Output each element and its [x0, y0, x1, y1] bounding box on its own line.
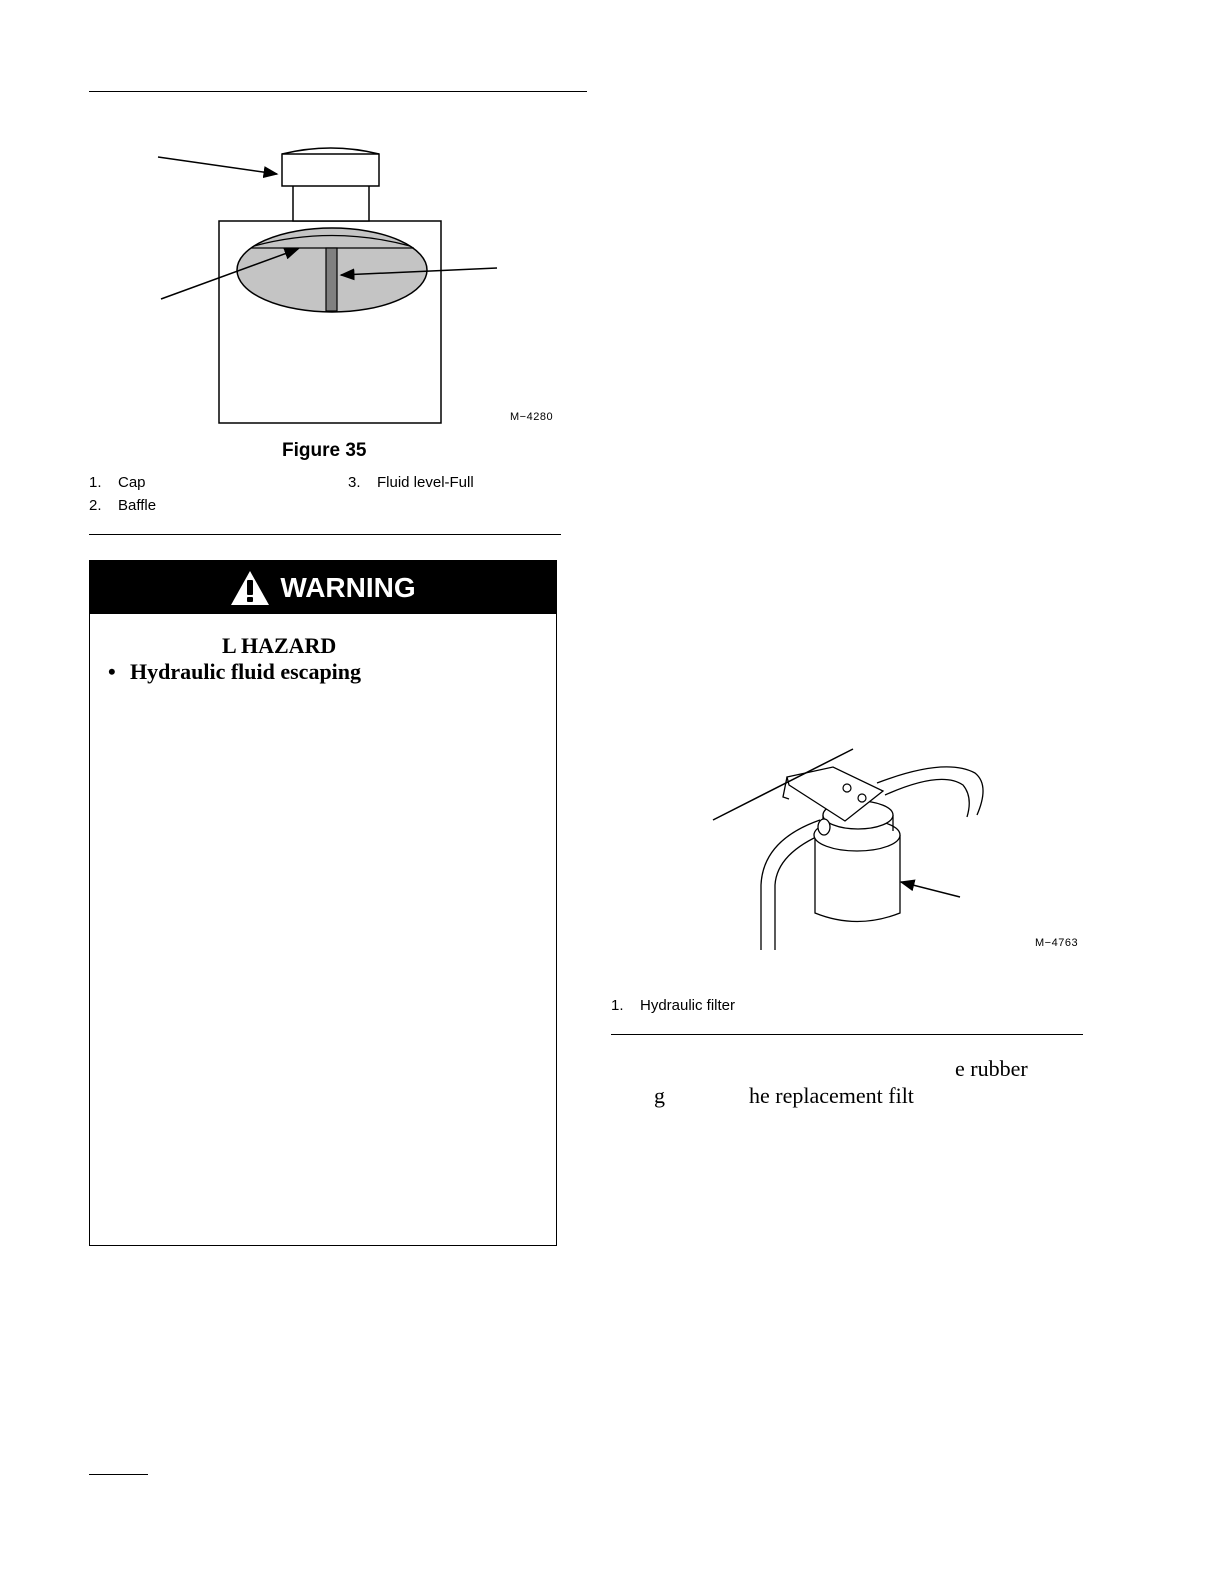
- top-rule: [89, 91, 587, 92]
- body-text-line-1: e rubber: [955, 1056, 1028, 1081]
- warning-triangle-icon: [230, 570, 270, 606]
- warning-header: [90, 561, 556, 614]
- hazard-heading: L HAZARD: [222, 633, 337, 658]
- figure-35-bottom-rule: [89, 534, 561, 535]
- hydraulic-filter-illustration: [705, 745, 995, 955]
- body-text-line-2a: g: [654, 1083, 665, 1108]
- figure-35-legend-item: 3. Fluid level-Full: [348, 474, 474, 491]
- figure-35-legend-item: 2. Baffle: [89, 497, 157, 514]
- filter-callout-arrow: [901, 882, 960, 897]
- body-text-line-2b: he replacement filt: [749, 1083, 914, 1108]
- figure-35-code: M−4280: [510, 411, 554, 423]
- figure-35-title: Figure 35: [282, 440, 367, 461]
- warning-title: WARNING: [280, 571, 416, 603]
- footer-rule: [89, 1474, 148, 1475]
- tank-neck: [293, 185, 369, 221]
- fluid-level-bar: [326, 248, 337, 311]
- cap-callout-arrow: [158, 157, 277, 174]
- warning-bullet: [108, 659, 361, 685]
- figure-35-legend-item: 1. Cap: [89, 474, 146, 491]
- figure-36-bottom-rule: [611, 1034, 1083, 1035]
- warning-box: [89, 560, 557, 1246]
- figure-36-code: M−4763: [1035, 937, 1079, 949]
- bullet-dot-icon: •: [108, 659, 116, 684]
- figure-36-legend-item: 1. Hydraulic filter: [611, 997, 736, 1014]
- warning-bullet-text: Hydraulic fluid escaping: [130, 659, 362, 684]
- figure-35-illustration: [150, 140, 510, 430]
